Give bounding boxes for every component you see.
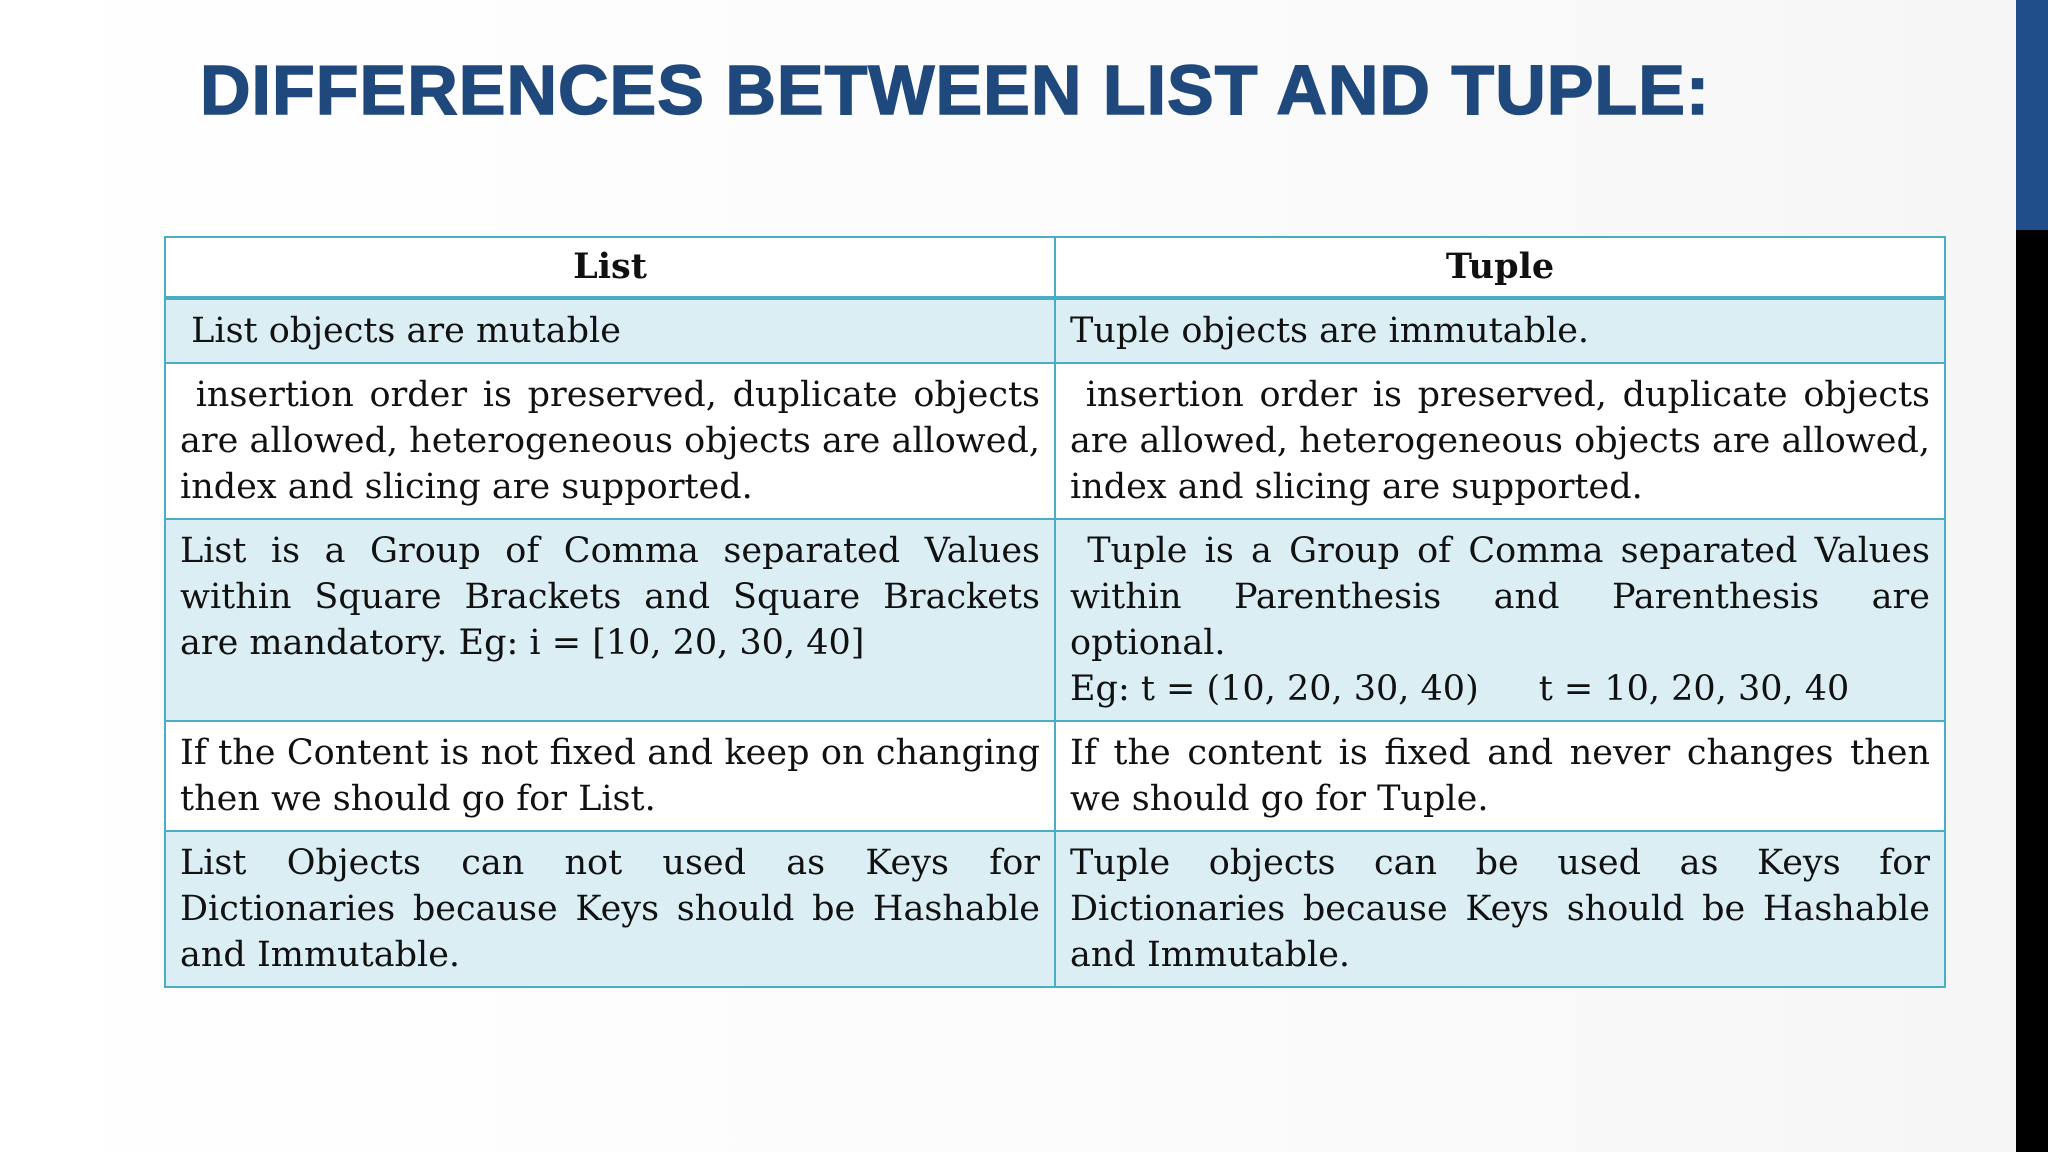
slide-side-bar (2016, 0, 2048, 1152)
table-row-mutability (165, 298, 1945, 363)
table-header-row (165, 237, 1945, 298)
list-cell: List Objects can not used as Keys for Dictionaries because Keys should be Hashable and Immutable. (165, 831, 1055, 987)
table-row-syntax (165, 519, 1945, 721)
table-row-dict-keys (165, 831, 1945, 987)
list-cell: insertion order is preserved, duplicate objects are allowed, heterogeneous objects are allowed, index and slicing are supported. (165, 363, 1055, 519)
list-cell: List is a Group of Comma separated Values within Square Brackets and Square Brackets are mandatory. Eg: i = [10, 20, 30, 40] (165, 519, 1055, 721)
tuple-example-parenthesized: Eg: t = (10, 20, 30, 40) (1070, 669, 1479, 709)
list-cell: List objects are mutable (165, 298, 1055, 363)
table-row-usage (165, 721, 1945, 831)
tuple-cell: Tuple objects are immutable. (1055, 298, 1945, 363)
slide-title: DIFFERENCES BETWEEN LIST AND TUPLE: (200, 51, 1711, 129)
tuple-cell: If the content is fixed and never changes then we should go for Tuple. (1055, 721, 1945, 831)
tuple-syntax-text: Tuple is a Group of Comma separated Values within Parenthesis and Parenthesis are optional. (1070, 531, 1942, 663)
list-cell: If the Content is not fixed and keep on changing then we should go for List. (165, 721, 1055, 831)
side-bar-accent (2016, 0, 2048, 230)
tuple-example-line (1070, 666, 1930, 712)
table-row-properties (165, 363, 1945, 519)
tuple-cell (1055, 519, 1945, 721)
tuple-cell: Tuple objects can be used as Keys for Dictionaries because Keys should be Hashable and Immutable. (1055, 831, 1945, 987)
header-list: List (165, 237, 1055, 298)
header-tuple: Tuple (1055, 237, 1945, 298)
tuple-example-bare: t = 10, 20, 30, 40 (1538, 669, 1850, 709)
comparison-table (164, 236, 1946, 988)
tuple-cell: insertion order is preserved, duplicate objects are allowed, heterogeneous objects are allowed, index and slicing are supported. (1055, 363, 1945, 519)
